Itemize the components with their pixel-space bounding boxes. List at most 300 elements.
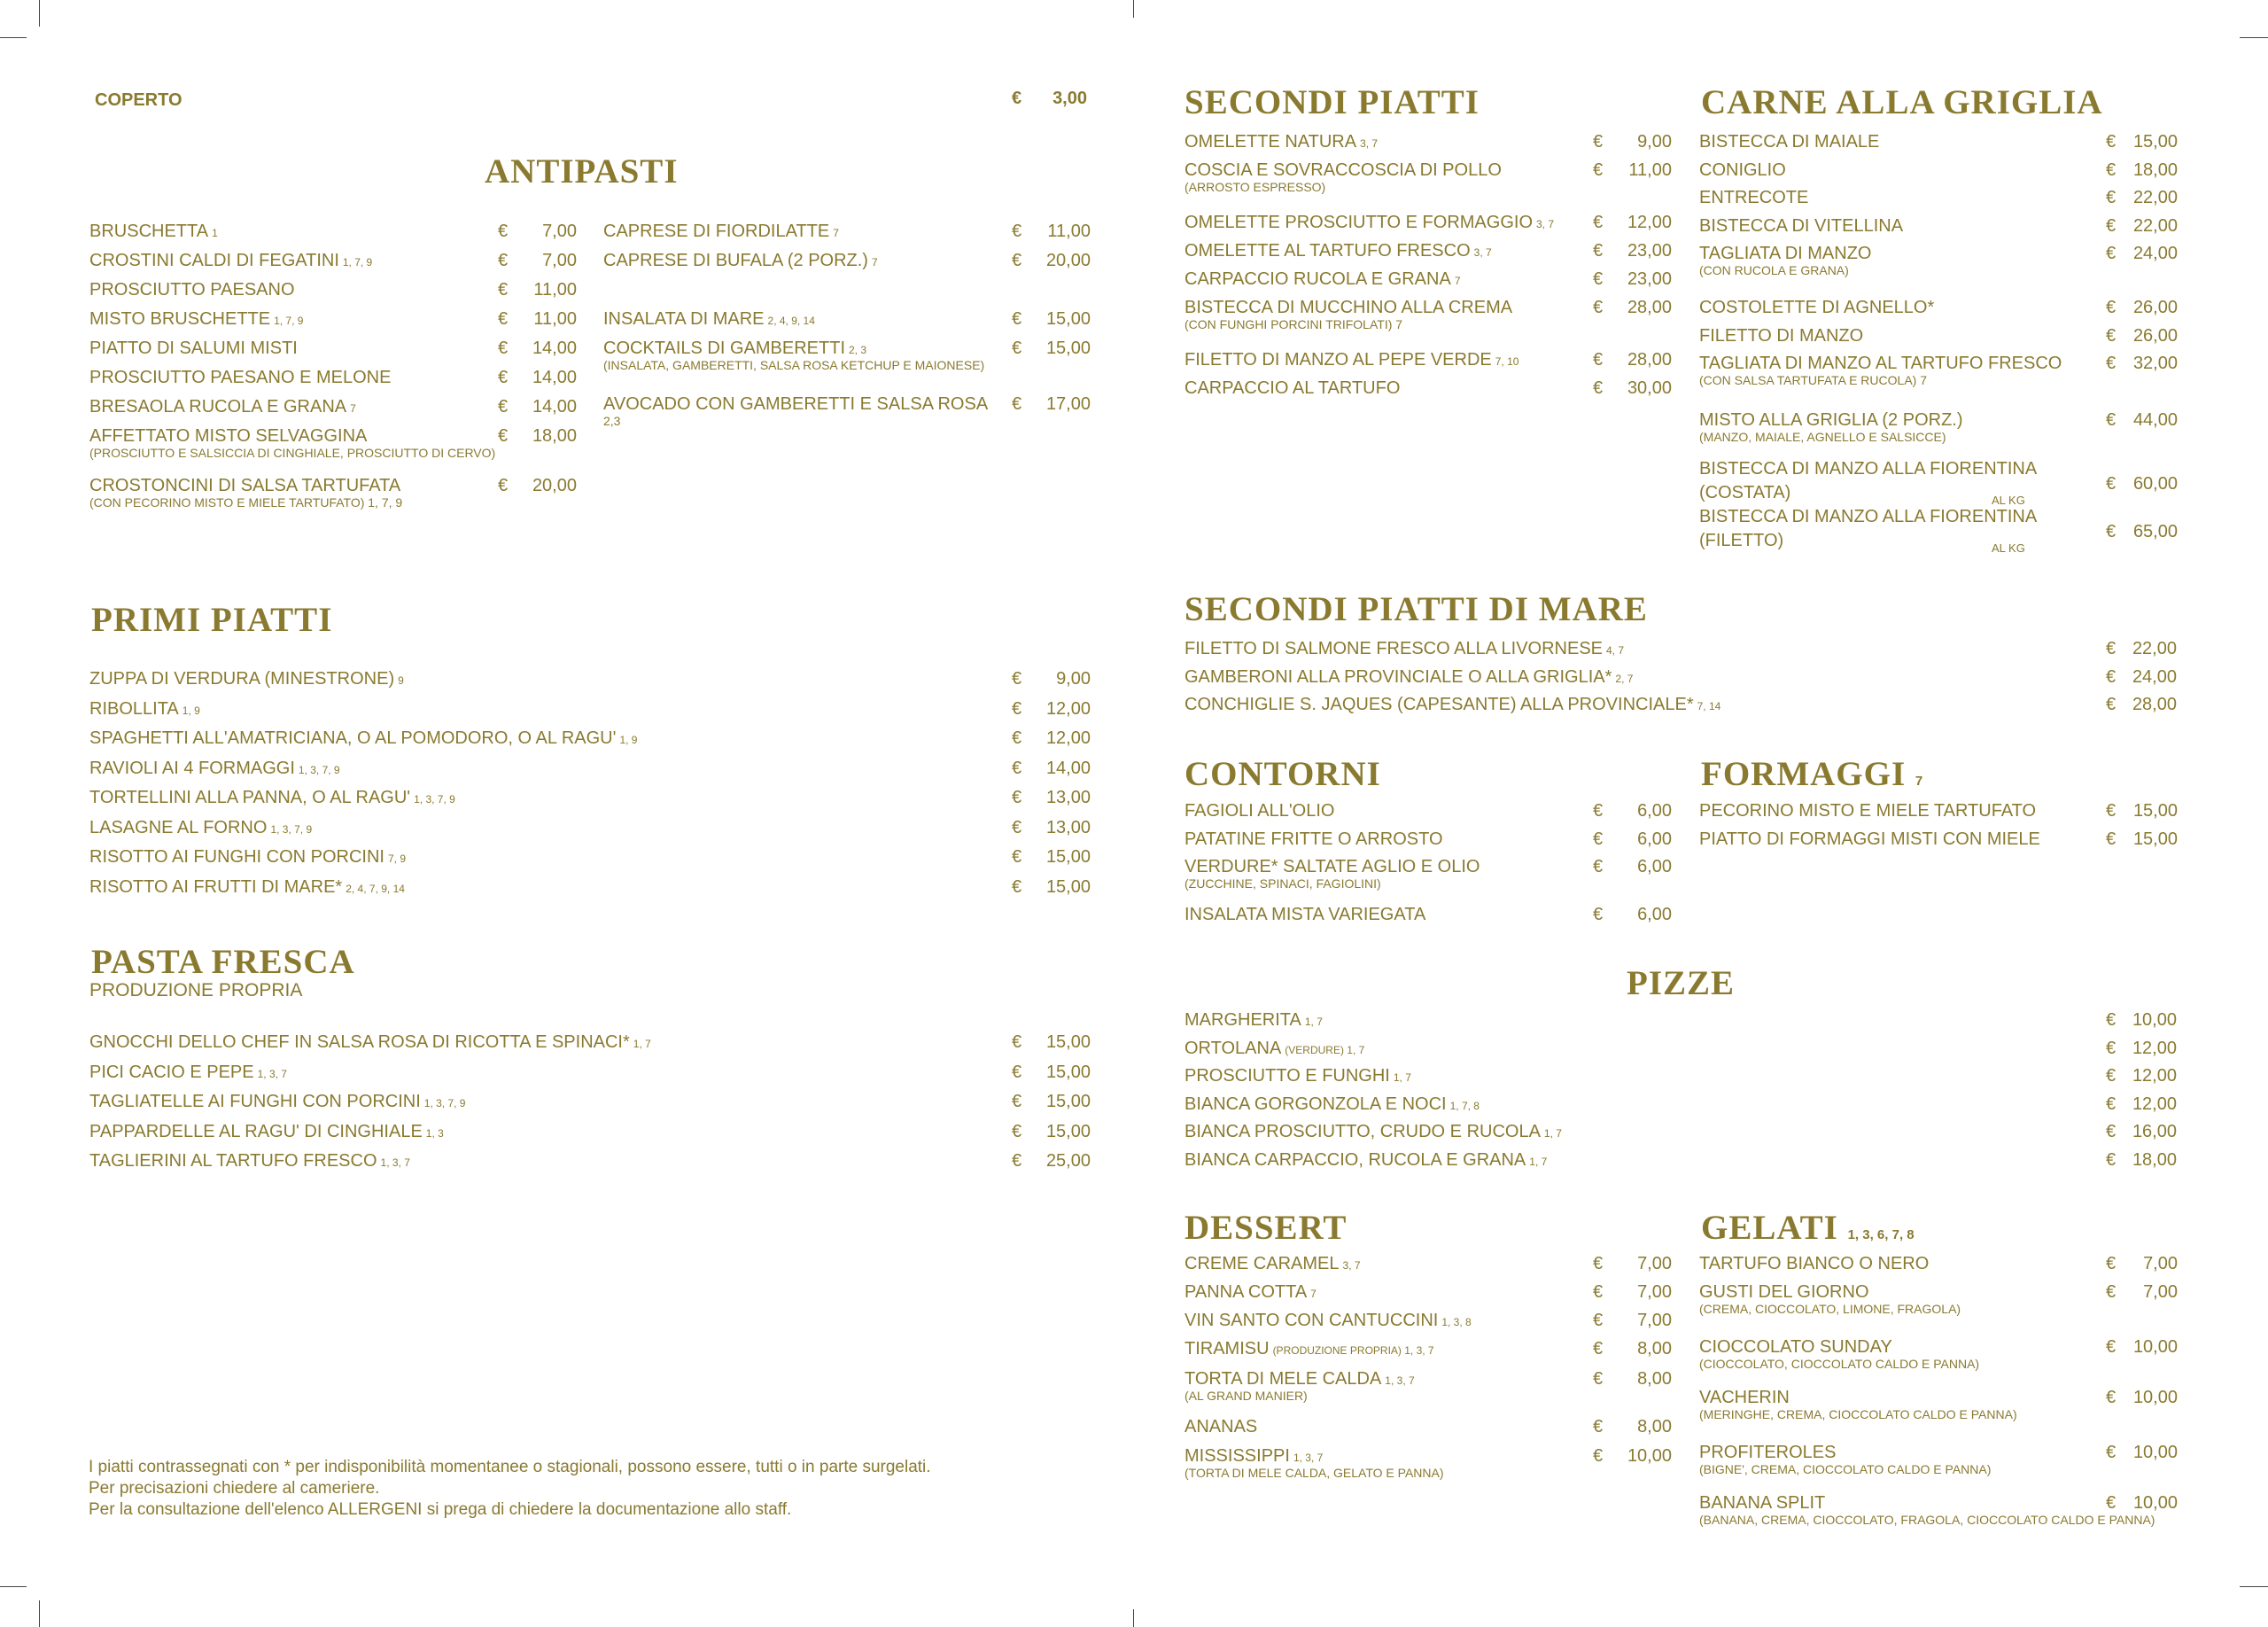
- currency-symbol: €: [2106, 410, 2117, 430]
- menu-item-description: (MERINGHE, CREMA, CIOCCOLATO CALDO E PANNA): [1699, 1407, 2017, 1421]
- currency-symbol: €: [498, 222, 509, 241]
- currency-symbol: €: [2106, 1122, 2117, 1141]
- currency-symbol: €: [2106, 1254, 2117, 1273]
- menu-item-price: 6,00: [1637, 829, 1672, 849]
- currency-symbol: €: [1593, 1311, 1604, 1330]
- currency-symbol: €: [1012, 698, 1022, 719]
- menu-item-price: 7,00: [2143, 1254, 2178, 1273]
- menu-item: [1184, 690, 2177, 719]
- formaggi-allergens: 7: [1915, 774, 1923, 789]
- menu-item: [1184, 156, 1672, 208]
- pasta-list: [89, 1028, 1091, 1177]
- pasta-heading: PASTA FRESCA: [91, 943, 355, 981]
- primi-heading: PRIMI PIATTI: [91, 601, 333, 639]
- menu-item-name: MARGHERITA 1, 7: [1184, 1010, 1323, 1030]
- currency-symbol: €: [2106, 160, 2117, 180]
- menu-item-name: GNOCCHI DELLO CHEF IN SALSA ROSA DI RICOTTA E SPINACI* 1, 7: [89, 1032, 651, 1052]
- menu-item-price: 14,00: [1045, 758, 1091, 778]
- menu-item-name: FILETTO DI MANZO AL PEPE VERDE 7, 10: [1184, 350, 1519, 370]
- currency-symbol: €: [1012, 89, 1022, 108]
- dessert-list: [1184, 1249, 1672, 1480]
- footnote-line: I piatti contrassegnati con * per indisponibilità momentanee o stagionali, possono essere, tutti o in parte surgelati.: [89, 1458, 931, 1476]
- menu-item: [1699, 457, 2178, 505]
- currency-symbol: €: [1012, 847, 1022, 867]
- menu-item-price: 11,00: [533, 280, 577, 300]
- menu-item-name: CARPACCIO AL TARTUFO: [1184, 378, 1401, 398]
- currency-symbol: €: [1012, 309, 1022, 329]
- currency-symbol: €: [1593, 1282, 1604, 1302]
- menu-item-name: CROSTONCINI DI SALSA TARTUFATA: [89, 476, 401, 495]
- menu-item-name: BISTECCA DI MANZO ALLA FIORENTINA (COSTATA): [1699, 459, 2037, 502]
- currency-symbol: €: [1593, 1254, 1604, 1273]
- menu-item-price: 23,00: [1627, 241, 1672, 261]
- menu-item-name: ENTRECOTE: [1699, 188, 1809, 207]
- allergen-codes: 1, 3, 7: [1385, 1374, 1415, 1387]
- menu-item-description: (MANZO, MAIALE, AGNELLO E SALSICCE): [1699, 430, 1946, 444]
- footnote-line: Per la consultazione dell'elenco ALLERGENI si prega di chiedere la documentazione allo staff.: [89, 1500, 792, 1519]
- currency-symbol: €: [2106, 188, 2117, 207]
- currency-symbol: €: [2106, 1094, 2117, 1114]
- menu-item-price: 6,00: [1637, 857, 1672, 876]
- menu-item-description: (CON RUCOLA E GRANA): [1699, 263, 1849, 277]
- currency-symbol: €: [1012, 788, 1022, 807]
- menu-item-price: 10,00: [2132, 1337, 2178, 1357]
- menu-item-name: PATATINE FRITTE O ARROSTO: [1184, 829, 1443, 849]
- currency-symbol: €: [498, 280, 509, 300]
- gelati-allergens: 1, 3, 6, 7, 8: [1847, 1227, 1915, 1242]
- menu-item-name: CONIGLIO: [1699, 160, 1786, 180]
- currency-symbol: €: [1012, 1151, 1022, 1171]
- menu-item-name: MISSISSIPPI 1, 3, 7: [1184, 1446, 1324, 1466]
- menu-item-name: INSALATA DI MARE 2, 4, 9, 14: [603, 309, 815, 329]
- menu-item-name: RIBOLLITA 1, 9: [89, 698, 200, 719]
- menu-item: [1699, 505, 2178, 553]
- currency-symbol: €: [2106, 215, 2117, 236]
- menu-item-price: 12,00: [1045, 728, 1091, 748]
- mare-heading: SECONDI PIATTI DI MARE: [1184, 590, 1648, 628]
- menu-item-price: 24,00: [2132, 244, 2178, 263]
- menu-item-name: VERDURE* SALTATE AGLIO E OLIO: [1184, 857, 1480, 876]
- menu-item-name: BRUSCHETTA 1: [89, 222, 218, 241]
- menu-item-price: 15,00: [2132, 132, 2178, 152]
- currency-symbol: €: [498, 368, 509, 387]
- gelati-list: [1699, 1249, 2178, 1542]
- menu-item-price: 22,00: [2132, 188, 2178, 207]
- menu-item-name: BISTECCA DI MANZO ALLA FIORENTINA (FILETTO): [1699, 507, 2037, 550]
- menu-item-price: 23,00: [1627, 269, 1672, 289]
- menu-item: [603, 390, 1091, 428]
- menu-item-price: 13,00: [1045, 817, 1091, 837]
- currency-symbol: €: [1593, 1446, 1604, 1466]
- menu-item-name: LASAGNE AL FORNO 1, 3, 7, 9: [89, 817, 313, 837]
- menu-item: [89, 724, 1091, 754]
- menu-item-name: COSCIA E SOVRACCOSCIA DI POLLO: [1184, 160, 1502, 180]
- menu-item: [1184, 1090, 2177, 1118]
- menu-item-description: (CON FUNGHI PORCINI TRIFOLATI) 7: [1184, 317, 1403, 331]
- footnote-line: Per precisazioni chiedere al cameriere.: [89, 1479, 380, 1498]
- menu-item-name: FAGIOLI ALL'OLIO: [1184, 801, 1335, 821]
- menu-item-name: FILETTO DI MANZO: [1699, 325, 1864, 346]
- menu-item-name: MISTO BRUSCHETTE 1, 7, 9: [89, 309, 304, 329]
- menu-item-price: 20,00: [532, 476, 577, 495]
- currency-symbol: €: [1593, 829, 1604, 849]
- menu-item: [1184, 900, 1672, 929]
- menu-item-price: 12,00: [2132, 1094, 2177, 1114]
- allergen-codes: 1, 3, 7: [257, 1067, 287, 1080]
- menu-item-name: CAPRESE DI BUFALA (2 PORZ.) 7: [603, 251, 878, 270]
- formaggi-heading: [1701, 757, 1922, 791]
- menu-item-price: 11,00: [1628, 160, 1672, 180]
- currency-symbol: €: [2106, 801, 2117, 821]
- menu-item-name: CREME CARAMEL 3, 7: [1184, 1254, 1361, 1273]
- menu-item-price: 26,00: [2132, 298, 2178, 317]
- menu-item-price: 11,00: [533, 309, 577, 329]
- crop-mark: [1133, 0, 1134, 18]
- menu-item-description: (PROSCIUTTO E SALSICCIA DI CINGHIALE, PROSCIUTTO DI CERVO): [89, 446, 496, 460]
- menu-item-price: 15,00: [1045, 876, 1091, 897]
- menu-item: [1184, 128, 1672, 156]
- menu-item: [89, 695, 1091, 725]
- formaggi-title: FORMAGGI: [1701, 755, 1907, 793]
- menu-item-price: 8,00: [1637, 1339, 1672, 1358]
- menu-item-price: 7,00: [2143, 1282, 2178, 1302]
- menu-item-name: COCKTAILS DI GAMBERETTI 2, 3: [603, 339, 867, 358]
- menu-item-name: PROSCIUTTO PAESANO E MELONE: [89, 368, 392, 387]
- allergen-codes: 1, 7: [1304, 1016, 1323, 1028]
- currency-symbol: €: [2106, 132, 2117, 152]
- menu-item-name: TORTA DI MELE CALDA 1, 3, 7: [1184, 1369, 1415, 1389]
- menu-item: [603, 305, 1091, 334]
- menu-item: [89, 1147, 1091, 1177]
- menu-item-price: 14,00: [532, 339, 577, 358]
- menu-item-name: PANNA COTTA 7: [1184, 1282, 1317, 1302]
- crop-mark: [39, 1600, 40, 1627]
- menu-item-price: 28,00: [1627, 350, 1672, 370]
- menu-item: [1699, 293, 2178, 322]
- menu-item-name: TAGLIERINI AL TARTUFO FRESCO 1, 3, 7: [89, 1151, 410, 1171]
- menu-item-name: OMELETTE AL TARTUFO FRESCO 3, 7: [1184, 241, 1492, 261]
- menu-item-name: BANANA SPLIT: [1699, 1493, 1826, 1513]
- menu-item-name: BISTECCA DI MUCCHINO ALLA CREMA: [1184, 298, 1513, 317]
- currency-symbol: €: [1593, 801, 1604, 821]
- currency-symbol: €: [1593, 298, 1604, 317]
- currency-symbol: €: [1593, 132, 1604, 152]
- currency-symbol: €: [498, 339, 509, 358]
- currency-symbol: €: [1593, 378, 1604, 398]
- menu-item: [89, 814, 1091, 844]
- menu-item-description: (CIOCCOLATO, CIOCCOLATO CALDO E PANNA): [1699, 1357, 1980, 1371]
- crop-mark: [0, 37, 27, 38]
- menu-item: [603, 246, 1091, 305]
- allergen-codes: 3, 7: [1360, 137, 1379, 150]
- allergen-codes: 1, 7, 8: [1449, 1099, 1480, 1112]
- menu-item-price: 10,00: [1627, 1446, 1672, 1466]
- currency-symbol: €: [2106, 666, 2117, 687]
- allergen-codes: 7: [350, 402, 356, 415]
- gelati-heading: [1701, 1211, 1915, 1245]
- menu-item-name: ANANAS: [1184, 1417, 1258, 1436]
- menu-item-name: FILETTO DI SALMONE FRESCO ALLA LIVORNESE 4, 7: [1184, 639, 1625, 658]
- currency-symbol: €: [1012, 222, 1022, 241]
- mare-list: [1184, 634, 2177, 719]
- menu-item-price: 28,00: [1627, 298, 1672, 317]
- menu-item: [1184, 634, 2177, 663]
- menu-item-description: (BIGNE', CREMA, CIOCCOLATO CALDO E PANNA): [1699, 1462, 1992, 1476]
- allergen-codes: 7: [833, 227, 839, 239]
- menu-item-description: (TORTA DI MELE CALDA, GELATO E PANNA): [1184, 1466, 1444, 1480]
- menu-item-name: MISTO ALLA GRIGLIA (2 PORZ.): [1699, 410, 1963, 430]
- menu-item: [89, 276, 577, 305]
- menu-item-name: PIATTO DI FORMAGGI MISTI CON MIELE: [1699, 829, 2040, 849]
- allergen-codes: 7: [1310, 1288, 1317, 1300]
- dessert-heading: DESSERT: [1184, 1209, 1348, 1247]
- menu-item-price: 15,00: [2132, 801, 2178, 821]
- footnote: [89, 1457, 931, 1521]
- currency-symbol: €: [498, 251, 509, 270]
- currency-symbol: €: [1012, 1062, 1022, 1082]
- menu-item-name: CROSTINI CALDI DI FEGATINI 1, 7, 9: [89, 251, 373, 270]
- menu-item-name: TAGLIATELLE AI FUNGHI CON PORCINI 1, 3, 7, 9: [89, 1092, 466, 1111]
- currency-symbol: €: [1593, 905, 1604, 924]
- menu-item-name: ZUPPA DI VERDURA (MINESTRONE) 9: [89, 669, 404, 689]
- menu-item-description: (CON PECORINO MISTO E MIELE TARTUFATO) 1, 7, 9: [89, 495, 403, 510]
- contorni-list: [1184, 797, 1672, 929]
- currency-symbol: €: [2106, 829, 2117, 849]
- menu-item-price: 6,00: [1637, 801, 1672, 821]
- menu-item-price: 6,00: [1637, 905, 1672, 924]
- menu-item: [1184, 208, 1672, 237]
- menu-item-name: GUSTI DEL GIORNO: [1699, 1282, 1869, 1302]
- menu-item-name: BRESAOLA RUCOLA E GRANA 7: [89, 397, 356, 416]
- currency-symbol: €: [2106, 1282, 2117, 1302]
- currency-symbol: €: [1012, 1032, 1022, 1052]
- menu-item-price: 28,00: [2132, 695, 2177, 714]
- currency-symbol: €: [1593, 1417, 1604, 1436]
- menu-item-name: TAGLIATA DI MANZO: [1699, 244, 1872, 263]
- menu-item-name: AFFETTATO MISTO SELVAGGINA: [89, 426, 368, 446]
- menu-item-name: BIANCA GORGONZOLA E NOCI 1, 7, 8: [1184, 1094, 1480, 1114]
- menu-item-description: 2,3: [603, 414, 621, 428]
- menu-item-price: 7,00: [1637, 1282, 1672, 1302]
- allergen-codes: 1, 3: [425, 1126, 444, 1140]
- menu-item-name: TIRAMISU (PRODUZIONE PROPRIA) 1, 3, 7: [1184, 1339, 1434, 1358]
- menu-item-name: TORTELLINI ALLA PANNA, O AL RAGU' 1, 3, 7, 9: [89, 788, 455, 807]
- crop-mark: [39, 0, 40, 27]
- menu-item-price: 15,00: [1045, 1032, 1091, 1052]
- menu-item: [89, 783, 1091, 814]
- menu-item: [1184, 825, 1672, 853]
- menu-item-price: 12,00: [2132, 1038, 2177, 1058]
- menu-item: [89, 217, 577, 246]
- menu-item: [1184, 1306, 1672, 1335]
- menu-item-price: 18,00: [532, 426, 577, 446]
- allergen-codes: 1, 7: [1543, 1127, 1562, 1140]
- currency-symbol: €: [2106, 1038, 2117, 1058]
- menu-item: [89, 363, 577, 393]
- menu-item-price: 14,00: [532, 368, 577, 387]
- menu-item-name: RISOTTO AI FRUTTI DI MARE* 2, 4, 7, 9, 14: [89, 876, 405, 897]
- menu-item-price: 7,00: [542, 251, 577, 270]
- menu-item-name: VACHERIN: [1699, 1388, 1790, 1407]
- menu-item-name: PECORINO MISTO E MIELE TARTUFATO: [1699, 801, 2037, 821]
- menu-item: [1184, 1249, 1672, 1278]
- crop-mark: [0, 1586, 27, 1587]
- menu-item-name: TARTUFO BIANCO O NERO: [1699, 1254, 1930, 1273]
- allergen-codes: 7: [871, 256, 878, 269]
- currency-symbol: €: [1593, 857, 1604, 876]
- menu-item: [89, 843, 1091, 873]
- menu-item: [1184, 1335, 1672, 1365]
- menu-item: [89, 1058, 1091, 1088]
- menu-item-price: 12,00: [1045, 698, 1091, 719]
- allergen-codes: 1, 9: [182, 704, 200, 717]
- currency-symbol: €: [2106, 244, 2117, 263]
- antipasti-left-list: [89, 217, 577, 510]
- menu-item-price: 20,00: [1045, 251, 1091, 270]
- menu-item-name: INSALATA MISTA VARIEGATA: [1184, 905, 1426, 924]
- menu-item-price: 24,00: [2132, 666, 2177, 687]
- menu-item: [89, 305, 577, 334]
- menu-item-price: 7,00: [1637, 1311, 1672, 1330]
- menu-item-name: OMELETTE PROSCIUTTO E FORMAGGIO 3, 7: [1184, 213, 1555, 232]
- menu-item-name: BIANCA PROSCIUTTO, CRUDO E RUCOLA 1, 7: [1184, 1122, 1562, 1141]
- menu-item: [1699, 1489, 2178, 1542]
- secondi-heading: SECONDI PIATTI: [1184, 83, 1480, 121]
- menu-item-name: CARPACCIO RUCOLA E GRANA 7: [1184, 269, 1461, 289]
- currency-symbol: €: [498, 426, 509, 446]
- currency-symbol: €: [1593, 160, 1604, 180]
- menu-item-price: 32,00: [2132, 354, 2178, 373]
- menu-item-name: PROFITEROLES: [1699, 1443, 1837, 1462]
- menu-item-name: OMELETTE NATURA 3, 7: [1184, 132, 1379, 152]
- menu-item: [1699, 212, 2178, 240]
- per-kg-label: AL KG: [1992, 494, 2025, 507]
- currency-symbol: €: [1012, 1121, 1022, 1141]
- menu-item: [89, 422, 577, 471]
- menu-item: [1699, 406, 2178, 457]
- menu-item: [89, 471, 577, 510]
- menu-item: [1184, 1034, 2177, 1063]
- menu-item: [1699, 797, 2178, 825]
- per-kg-label: AL KG: [1992, 541, 2025, 555]
- allergen-codes: 7, 14: [1697, 700, 1721, 712]
- menu-item: [1699, 1278, 2178, 1333]
- allergen-codes: (VERDURE) 1, 7: [1285, 1043, 1365, 1056]
- currency-symbol: €: [2106, 522, 2117, 541]
- allergen-codes: 1, 3, 7: [380, 1156, 410, 1169]
- menu-item-price: 12,00: [1627, 213, 1672, 232]
- currency-symbol: €: [2106, 639, 2117, 658]
- menu-item: [1184, 852, 1672, 900]
- currency-symbol: €: [1012, 339, 1022, 358]
- menu-item: [89, 1117, 1091, 1148]
- allergen-codes: 7: [1454, 275, 1461, 287]
- menu-item: [1184, 346, 1672, 374]
- menu-item: [1184, 1062, 2177, 1090]
- menu-item-price: 22,00: [2132, 639, 2177, 658]
- currency-symbol: €: [1012, 1092, 1022, 1111]
- menu-item: [1184, 265, 1672, 293]
- menu-item-price: 65,00: [2132, 522, 2178, 541]
- menu-item-price: 15,00: [1045, 339, 1091, 358]
- menu-item: [89, 873, 1091, 903]
- menu-item: [89, 754, 1091, 784]
- menu-item: [1699, 1249, 2178, 1278]
- primi-list: [89, 665, 1091, 902]
- menu-item: [1184, 293, 1672, 346]
- menu-item: [1699, 1383, 2178, 1438]
- currency-symbol: €: [2106, 1337, 2117, 1357]
- menu-item-name: CONCHIGLIE S. JAQUES (CAPESANTE) ALLA PROVINCIALE* 7, 14: [1184, 695, 1721, 714]
- allergen-codes: 1, 7: [633, 1038, 651, 1050]
- carne-list: [1699, 128, 2178, 553]
- menu-item: [1184, 1278, 1672, 1306]
- menu-item-name: PROSCIUTTO E FUNGHI 1, 7: [1184, 1066, 1411, 1086]
- menu-item-price: 44,00: [2132, 410, 2178, 430]
- currency-symbol: €: [498, 476, 509, 495]
- allergen-codes: 1, 3, 7: [1293, 1452, 1324, 1464]
- menu-item: [1699, 825, 2178, 853]
- menu-item-price: 7,00: [542, 222, 577, 241]
- menu-item-price: 15,00: [2132, 829, 2178, 849]
- currency-symbol: €: [2106, 298, 2117, 317]
- menu-item: [89, 1087, 1091, 1117]
- allergen-codes: 3, 7: [1342, 1259, 1361, 1272]
- menu-item-price: 26,00: [2132, 325, 2178, 346]
- menu-item-description: (CON SALSA TARTUFATA E RUCOLA) 7: [1699, 373, 1927, 387]
- allergen-codes: 7, 9: [388, 852, 407, 865]
- menu-item: [1184, 1146, 2177, 1174]
- menu-item: [1699, 349, 2178, 406]
- currency-symbol: €: [498, 309, 509, 329]
- menu-item: [89, 393, 577, 422]
- menu-item-price: 15,00: [1045, 1092, 1091, 1111]
- menu-item-name: PIATTO DI SALUMI MISTI: [89, 339, 298, 358]
- menu-item: [1699, 239, 2178, 293]
- menu-item: [1699, 1438, 2178, 1489]
- menu-item-price: 14,00: [532, 397, 577, 416]
- crop-mark: [2240, 37, 2268, 38]
- menu-item: [1184, 797, 1672, 825]
- currency-symbol: €: [498, 397, 509, 416]
- menu-item-description: (CREMA, CIOCCOLATO, LIMONE, FRAGOLA): [1699, 1302, 1961, 1316]
- menu-item: [89, 665, 1091, 695]
- allergen-codes: 4, 7: [1606, 644, 1625, 657]
- menu-item-price: 22,00: [2132, 215, 2178, 236]
- menu-item: [603, 217, 1091, 246]
- menu-item: [89, 1028, 1091, 1058]
- pasta-subtitle: PRODUZIONE PROPRIA: [89, 980, 303, 1000]
- allergen-codes: 1, 7, 9: [274, 315, 304, 327]
- coperto-price: 3,00: [1052, 89, 1087, 108]
- menu-item: [1699, 322, 2178, 350]
- gelati-title: GELATI: [1701, 1209, 1838, 1247]
- pizze-list: [1184, 1006, 2177, 1173]
- currency-symbol: €: [2106, 695, 2117, 714]
- menu-item-price: 9,00: [1056, 669, 1091, 689]
- allergen-codes: 2, 4, 9, 14: [767, 315, 815, 327]
- allergen-codes: 2, 7: [1615, 672, 1634, 685]
- menu-item-name: COSTOLETTE DI AGNELLO*: [1699, 298, 1935, 317]
- currency-symbol: €: [2106, 354, 2117, 373]
- menu-item-price: 16,00: [2132, 1122, 2177, 1141]
- menu-item: [1699, 183, 2178, 212]
- allergen-codes: 1, 3, 7, 9: [270, 822, 313, 836]
- menu-item-name: RISOTTO AI FUNGHI CON PORCINI 7, 9: [89, 847, 407, 867]
- menu-item-price: 15,00: [1045, 1062, 1091, 1082]
- allergen-codes: 1, 7, 9: [342, 256, 373, 269]
- menu-item-price: 9,00: [1637, 132, 1672, 152]
